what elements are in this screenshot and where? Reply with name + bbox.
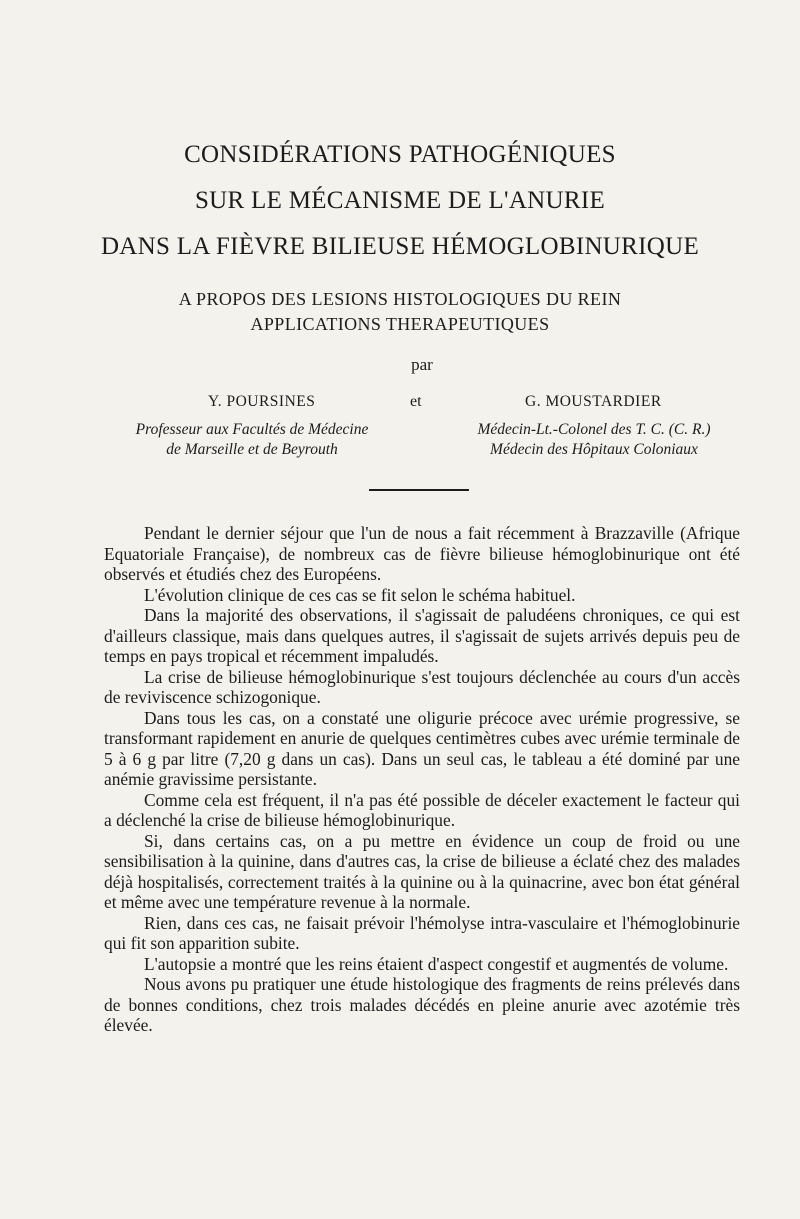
article-subtitle [0,287,800,337]
body-paragraph: Nous avons pu pratiquer une étude histologique des fragments de reins prélevés dans de bonnes conditions, chez trois malades décédés en pleine anurie avec azotémie très élevée. [104,974,740,1035]
title-line-1: CONSIDÉRATIONS PATHOGÉNIQUES [184,141,616,168]
by-word: par [411,355,433,374]
body-paragraph: Pendant le dernier séjour que l'un de nous a fait récemment à Brazzaville (Afrique Equatoriale Française), de nombreux cas de fièvre bilieuse hémoglobinurique ont été observés et étudiés chez des Européens. [104,523,740,584]
author-1-affiliation [107,420,397,460]
author-1-name: Y. POURSINES [208,393,316,410]
body-paragraph: L'évolution clinique de ces cas se fit selon le schéma habituel. [144,584,576,605]
body-paragraph: Si, dans certains cas, on a pu mettre en évidence un coup de froid ou une sensibilisation à la quinine, dans d'autres cas, la crise de bilieuse a éclaté chez des malades déjà hospitalisés, correctement traités à la quinine ou à la quinacrine, avec bon état général et même avec une température revenue à la normale. [104,830,740,912]
author-1-affiliation-line-2: de Marseille et de Beyrouth [166,441,338,458]
author-2-affiliation-line-2: Médecin des Hôpitaux Coloniaux [490,441,698,458]
subtitle-line-1: A PROPOS DES LESIONS HISTOLOGIQUES DU REIN [178,289,622,309]
subtitle-line-2: APPLICATIONS THERAPEUTIQUES [250,314,550,334]
body-paragraph: Rien, dans ces cas, ne faisait prévoir l'hémolyse intra-vasculaire et l'hémoglobinurie qui fit son apparition subite. [104,912,740,953]
author-conjunction: et [410,393,422,410]
body-paragraph: Dans la majorité des observations, il s'agissait de paludéens chroniques, ce qui est d'ailleurs classique, mais dans quelques autres, il s'agissait de sujets arrivés depuis peu de temps en pays tropical et récemment impaludés. [104,605,740,666]
section-divider [369,489,469,491]
body-paragraph: La crise de bilieuse hémoglobinurique s'est toujours déclenchée au cours d'un accès de reviviscence schizogonique. [104,666,740,707]
body-paragraph: Comme cela est fréquent, il n'a pas été possible de déceler exactement le facteur qui a déclenché la crise de bilieuse hémoglobinurique. [104,789,740,830]
author-2-affiliation [450,420,738,460]
body-paragraph: L'autopsie a montré que les reins étaient d'aspect congestif et augmentés de volume. [144,953,729,974]
author-1-affiliation-line-1: Professeur aux Facultés de Médecine [135,421,369,438]
title-line-2: SUR LE MÉCANISME DE L'ANURIE [194,187,606,214]
body-paragraph: Dans tous les cas, on a constaté une oligurie précoce avec urémie progressive, se transformant rapidement en anurie de quelques centimètres cubes avec urémie terminale de 5 à 6 g par litre (7,20 g dans un cas). Dans un seul cas, le tableau a été dominé par une anémie gravissime persistante. [104,707,740,789]
article-title [0,132,800,270]
author-2-affiliation-line-1: Médecin-Lt.-Colonel des T. C. (C. R.) [477,421,711,438]
title-line-3: DANS LA FIÈVRE BILIEUSE HÉMOGLOBINURIQUE [100,233,700,260]
author-2-name: G. MOUSTARDIER [525,393,662,410]
article-body [104,523,740,1036]
